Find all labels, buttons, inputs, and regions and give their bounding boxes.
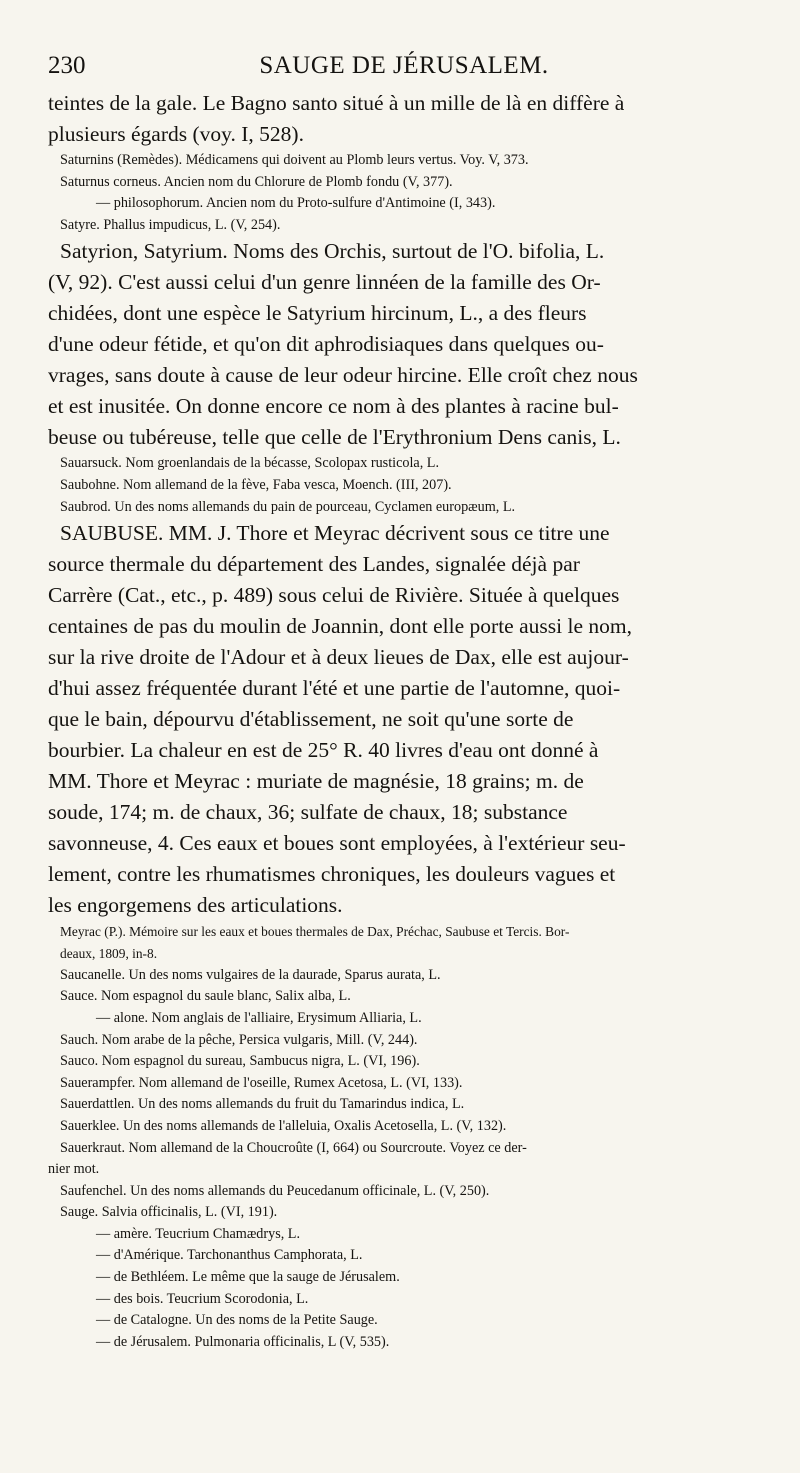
text-line: Saubohne. Nom allemand de la fève, Faba vesca, Moench. (III, 207).: [60, 476, 452, 493]
text-line: — amère. Teucrium Chamædrys, L.: [96, 1225, 301, 1242]
text-line: Sauco. Nom espagnol du sureau, Sambucus nigra, L. (VI, 196).: [60, 1053, 420, 1070]
text-line: teintes de la gale. Le Bagno santo situé à un mille de là en diffère à: [48, 91, 625, 115]
text-line: vrages, sans doute à cause de leur odeur hircine. Elle croît chez nous: [48, 363, 638, 388]
text-line: — de Bethléem. Le même que la sauge de Jérusalem.: [96, 1269, 400, 1286]
entry-sauarsuck-group: [48, 453, 760, 518]
text-line: chidées, dont une espèce le Satyrium hircinum, L., a des fleurs: [48, 301, 587, 326]
text-line: Satyrion, Satyrium. Noms des Orchis, surtout de l'O. bifolia, L.: [60, 239, 605, 264]
entry-satyrion: [48, 236, 760, 453]
text-line: Saubrod. Un des noms allemands du pain de pourceau, Cyclamen europæum, L.: [60, 498, 516, 515]
text-line: Saucanelle. Un des noms vulgaires de la daurade, Sparus aurata, L.: [60, 966, 441, 983]
text-line: — d'Amérique. Tarchonanthus Camphorata, L.: [96, 1247, 363, 1264]
text-line: Sauarsuck. Nom groenlandais de la bécasse, Scolopax rusticola, L.: [60, 455, 440, 472]
text-line: — alone. Nom anglais de l'alliaire, Erysimum Alliaria, L.: [96, 1009, 422, 1026]
text-line: source thermale du département des Landes, signalée déjà par: [48, 552, 580, 577]
text-line: MM. Thore et Meyrac : muriate de magnésie, 18 grains; m. de: [48, 769, 584, 794]
text-line: centaines de pas du moulin de Joannin, dont elle porte aussi le nom,: [48, 614, 632, 639]
text-line: Sauge. Salvia officinalis, L. (VI, 191).: [60, 1204, 278, 1221]
text-line: Sauerklee. Un des noms allemands de l'alleluia, Oxalis Acetosella, L. (V, 132).: [60, 1117, 507, 1134]
running-title: SAUGE DE JÉRUSALEM.: [259, 52, 549, 79]
text-line: Sauerdattlen. Un des noms allemands du fruit du Tamarindus indica, L.: [60, 1096, 465, 1113]
text-line: — des bois. Teucrium Scorodonia, L.: [96, 1290, 309, 1307]
text-line: plusieurs égards (voy. I, 528).: [48, 122, 304, 146]
text-line: savonneuse, 4. Ces eaux et boues sont employées, à l'extérieur seu-: [48, 831, 626, 856]
page-body: [48, 88, 760, 1353]
text-line: Satyre. Phallus impudicus, L. (V, 254).: [60, 216, 281, 233]
text-line: Sauerampfer. Nom allemand de l'oseille, Rumex Acetosa, L. (VI, 133).: [60, 1074, 463, 1091]
entry-continuation: [48, 88, 760, 150]
text-line: — de Catalogne. Un des noms de la Petite Sauge.: [96, 1312, 378, 1329]
text-line: SAUBUSE. MM. J. Thore et Meyrac décrivent sous ce titre une: [60, 521, 610, 546]
text-line: Sauce. Nom espagnol du saule blanc, Salix alba, L.: [60, 988, 351, 1005]
text-line: deaux, 1809, in-8.: [60, 945, 158, 961]
text-line: Saturnus corneus. Ancien nom du Chlorure de Plomb fondu (V, 377).: [60, 173, 453, 190]
text-line: Sauch. Nom arabe de la pêche, Persica vulgaris, Mill. (V, 244).: [60, 1031, 418, 1048]
entry-saucanelle-group: [48, 965, 760, 1354]
text-line: soude, 174; m. de chaux, 36; sulfate de chaux, 18; substance: [48, 800, 568, 825]
text-line: Sauerkraut. Nom allemand de la Choucroûte (I, 664) ou Sourcroute. Voyez ce der-: [60, 1139, 527, 1156]
text-line: d'hui assez fréquentée durant l'été et une partie de l'automne, quoi-: [48, 676, 621, 701]
text-line: sur la rive droite de l'Adour et à deux lieues de Dax, elle est aujour-: [48, 645, 629, 670]
entry-saturnins: [48, 150, 760, 236]
text-line: les engorgemens des articulations.: [48, 893, 343, 918]
text-line: que le bain, dépourvu d'établissement, ne soit qu'une sorte de: [48, 707, 574, 732]
text-line: bourbier. La chaleur en est de 25° R. 40 livres d'eau ont donné à: [48, 738, 599, 763]
page-header: [48, 52, 760, 86]
text-line: Saufenchel. Un des noms allemands du Peucedanum officinale, L. (V, 250).: [60, 1182, 490, 1199]
text-line: nier mot.: [48, 1161, 100, 1178]
page-number: 230: [48, 52, 86, 79]
text-line: — de Jérusalem. Pulmonaria officinalis, L (V, 535).: [96, 1333, 390, 1350]
text-line: lement, contre les rhumatismes chroniques, les douleurs vagues et: [48, 862, 616, 887]
text-line: Saturnins (Remèdes). Médicamens qui doivent au Plomb leurs vertus. Voy. V, 373.: [60, 152, 529, 168]
text-line: Carrère (Cat., etc., p. 489) sous celui de Rivière. Située à quelques: [48, 583, 620, 608]
bibliography-note: [48, 921, 760, 965]
text-line: d'une odeur fétide, et qu'on dit aphrodisiaques dans quelques ou-: [48, 332, 604, 357]
text-line: — philosophorum. Ancien nom du Proto-sulfure d'Antimoine (I, 343).: [96, 195, 496, 212]
text-line: (V, 92). C'est aussi celui d'un genre linnéen de la famille des Or-: [48, 270, 601, 295]
text-line: beuse ou tubéreuse, telle que celle de l'Erythronium Dens canis, L.: [48, 425, 621, 450]
text-line: et est inusitée. On donne encore ce nom à des plantes à racine bul-: [48, 394, 619, 419]
entry-saubuse: [48, 518, 760, 921]
text-line: Meyrac (P.). Mémoire sur les eaux et boues thermales de Dax, Préchac, Saubuse et Tercis. Bor-: [60, 924, 570, 940]
